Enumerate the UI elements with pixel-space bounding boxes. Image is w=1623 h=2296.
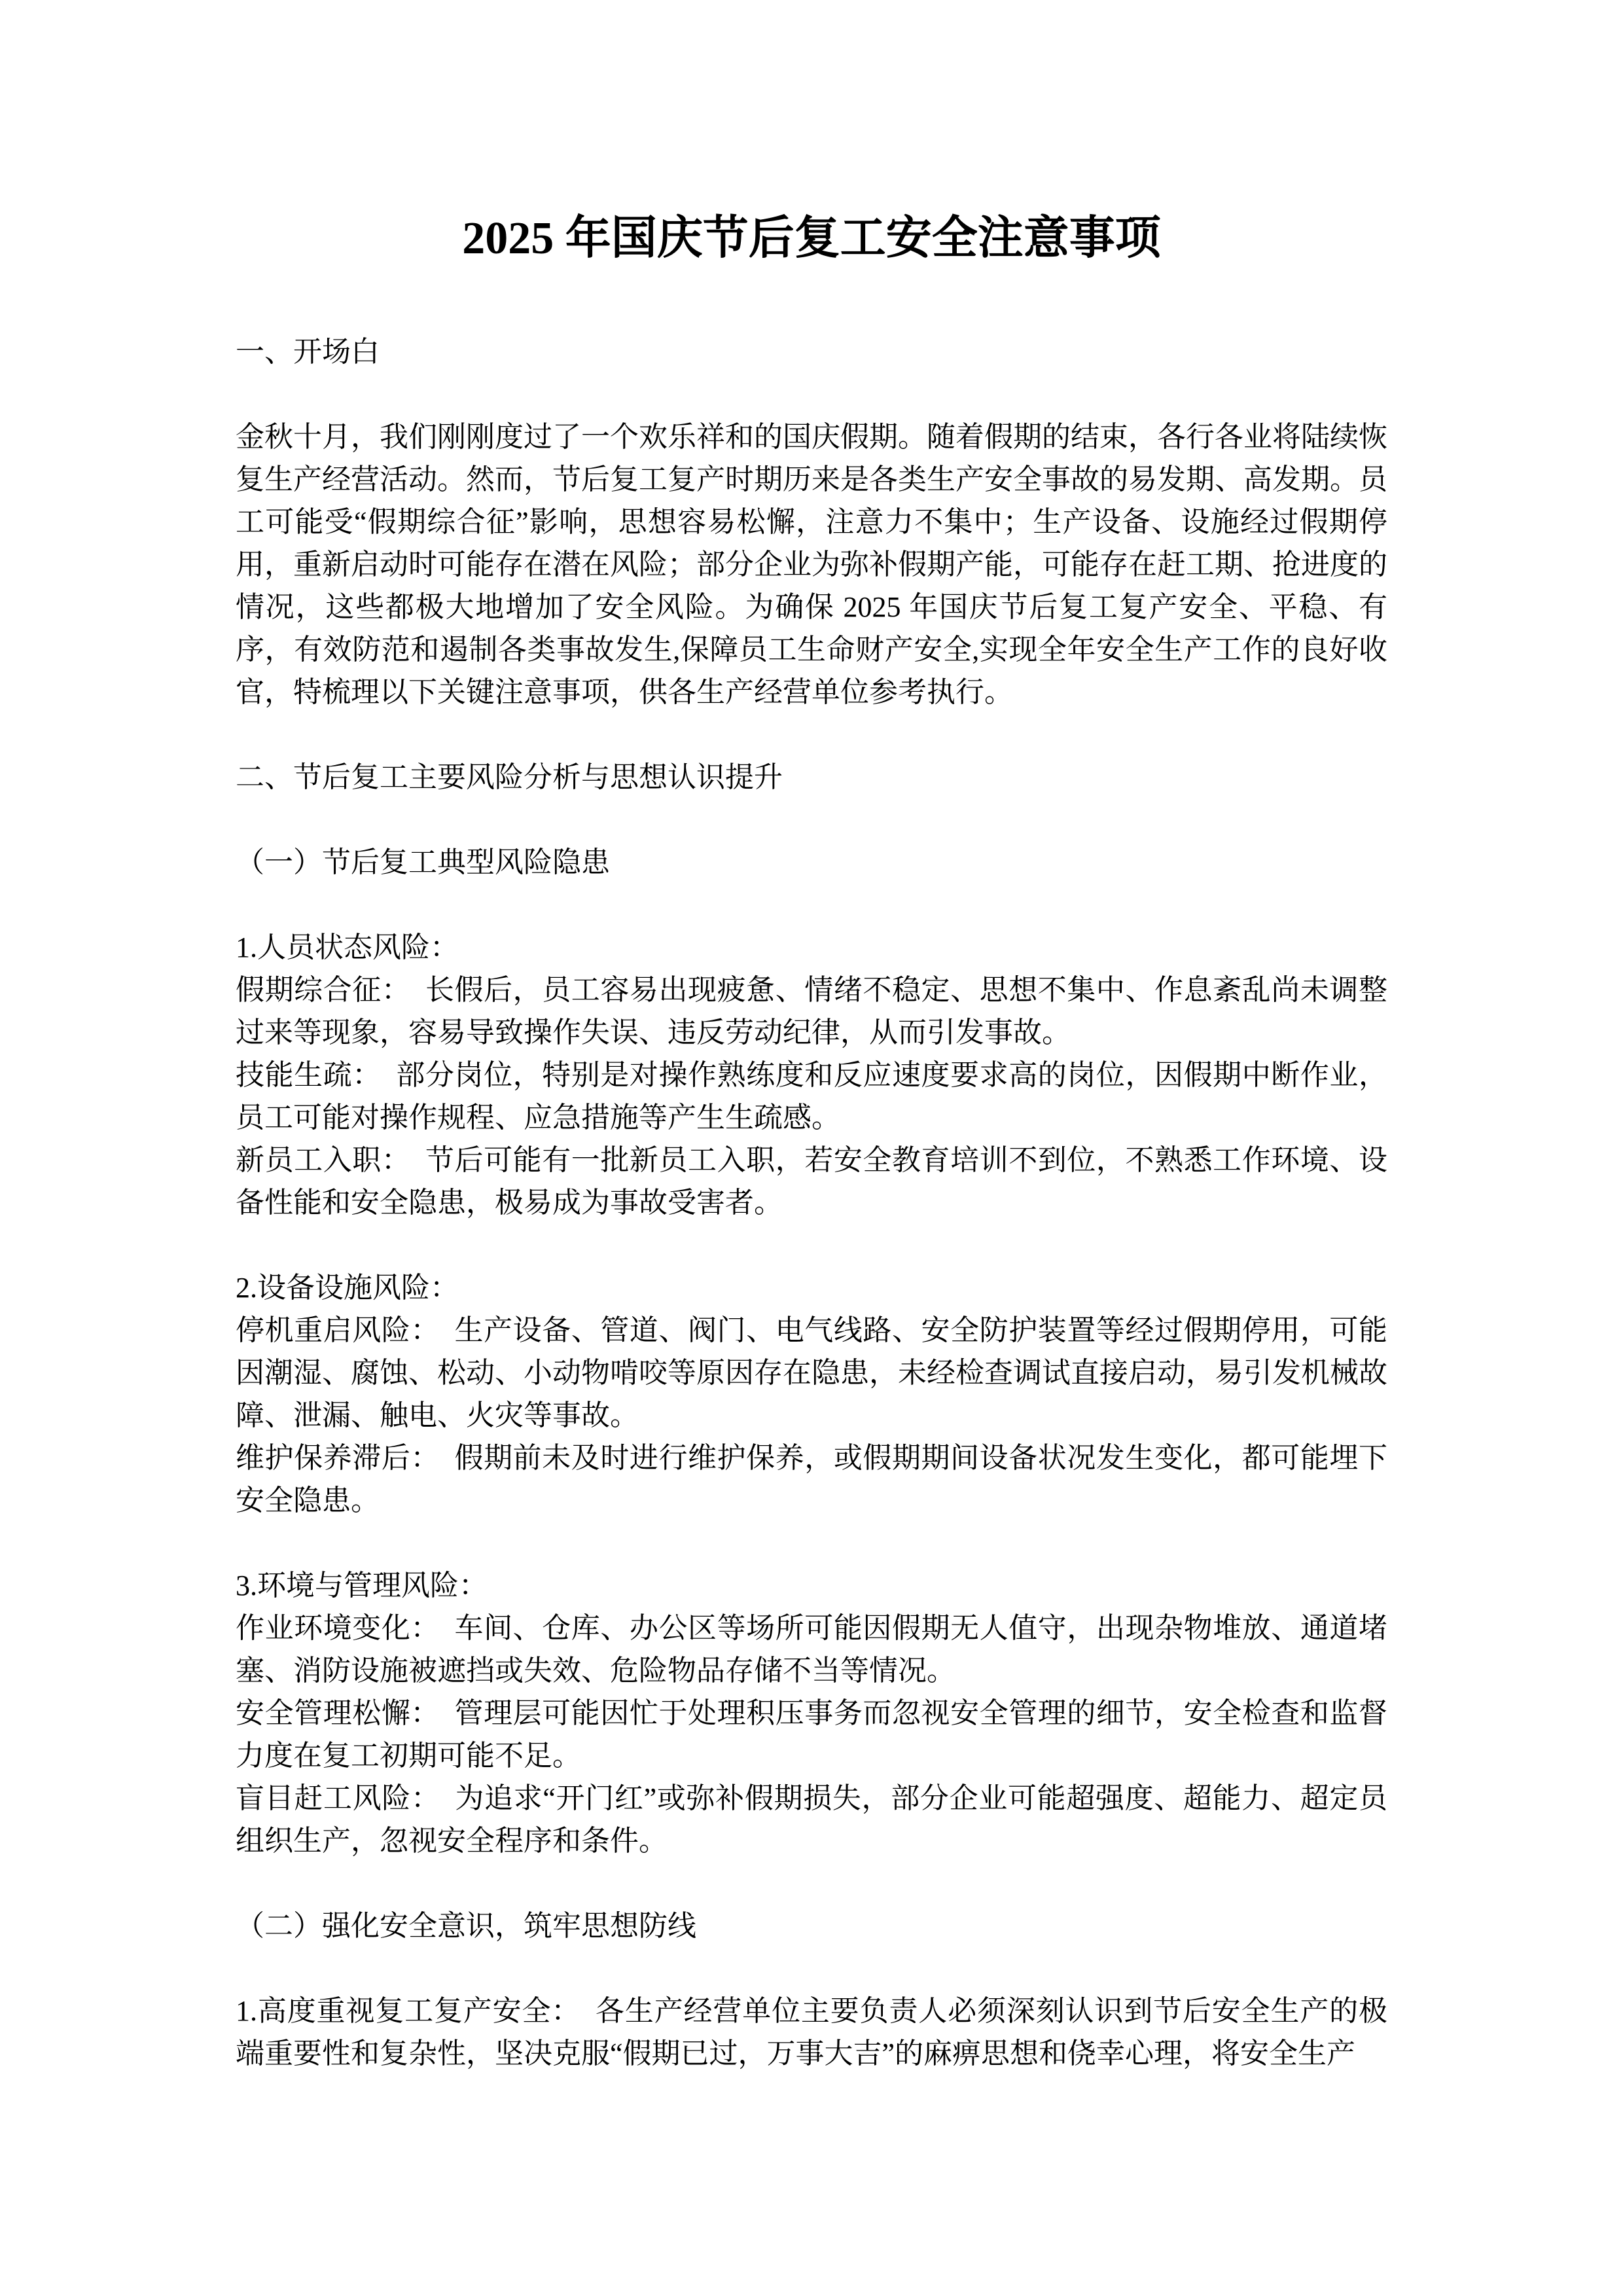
subsection-heading-strengthen-awareness: （二）强化安全意识，筑牢思想防线 — [236, 1910, 696, 1942]
risk-item-restart-risk: 停机重启风险： 生产设备、管道、阀门、电气线路、安全防护装置等经过假期停用，可能因潮湿、腐蚀、松动、小动物啃咬等原因存在隐患，未经检查调试直接启动，易引发机械故障、泄漏、触电、火灾等事故。 — [236, 1314, 1387, 1431]
section-heading-risk-analysis: 二、节后复工主要风险分析与思想认识提升 — [236, 761, 783, 793]
risk-item-skill-rustiness: 技能生疏： 部分岗位，特别是对操作熟练度和反应速度要求高的岗位，因假期中断作业，员工可能对操作规程、应急措施等产生生疏感。 — [236, 1059, 1387, 1134]
risk-category-environment-management: 3.环境与管理风险： — [236, 1570, 488, 1602]
subsection-heading-typical-risks: （一）节后复工典型风险隐患 — [236, 846, 610, 878]
opening-paragraph: 金秋十月，我们刚刚度过了一个欢乐祥和的国庆假期。随着假期的结束，各行各业将陆续恢复生产经营活动。然而，节后复工复产时期历来是各类生产安全事故的易发期、高发期。员工可能受“假期综合征”影响，思想容易松懈，注意力不集中；生产设备、设施经过假期停用，重新启动时可能存在潜在风险；部分企业为弥补假期产能，可能存在赶工期、抢进度的情况，这些都极大地增加了安全风险。为确保 2025 年国庆节后复工复产安全、平稳、有序，有效防范和遏制各类事故发生,保障员工生命财产安全,实现全年安全生产工作的良好收官，特梳理以下关键注意事项，供各生产经营单位参考执行。 — [236, 421, 1387, 708]
risk-item-holiday-syndrome: 假期综合征： 长假后，员工容易出现疲惫、情绪不稳定、思想不集中、作息紊乱尚未调整过来等现象，容易导致操作失误、违反劳动纪律，从而引发事故。 — [236, 974, 1387, 1049]
risk-item-management-laxity: 安全管理松懈： 管理层可能因忙于处理积压事务而忽视安全管理的细节，安全检查和监督力度在复工初期可能不足。 — [236, 1697, 1387, 1772]
risk-category-personnel: 1.人员状态风险： — [236, 931, 459, 963]
risk-item-maintenance-lag: 维护保养滞后： 假期前未及时进行维护保养，或假期期间设备状况发生变化，都可能埋下安全隐患。 — [236, 1442, 1387, 1516]
section-heading-opening: 一、开场白 — [236, 336, 380, 368]
risk-item-blind-rush: 盲目赶工风险： 为追求“开门红”或弥补假期损失，部分企业可能超强度、超能力、超定员组织生产，忽视安全程序和条件。 — [236, 1782, 1387, 1857]
risk-category-equipment: 2.设备设施风险： — [236, 1272, 459, 1304]
point-value-resumption-safety: 1.高度重视复工复产安全： 各生产经营单位主要负责人必须深刻认识到节后安全生产的极端重要性和复杂性，坚决克服“假期已过，万事大吉”的麻痹思想和侥幸心理，将安全生产 — [236, 1995, 1387, 2070]
risk-item-new-employees: 新员工入职： 节后可能有一批新员工入职，若安全教育培训不到位，不熟悉工作环境、设备性能和安全隐患，极易成为事故受害者。 — [236, 1144, 1387, 1219]
risk-item-environment-change: 作业环境变化： 车间、仓库、办公区等场所可能因假期无人值守，出现杂物堆放、通道堵塞、消防设施被遮挡或失效、危险物品存储不当等情况。 — [236, 1612, 1387, 1687]
document-title: 2025 年国庆节后复工安全注意事项 — [462, 213, 1161, 264]
